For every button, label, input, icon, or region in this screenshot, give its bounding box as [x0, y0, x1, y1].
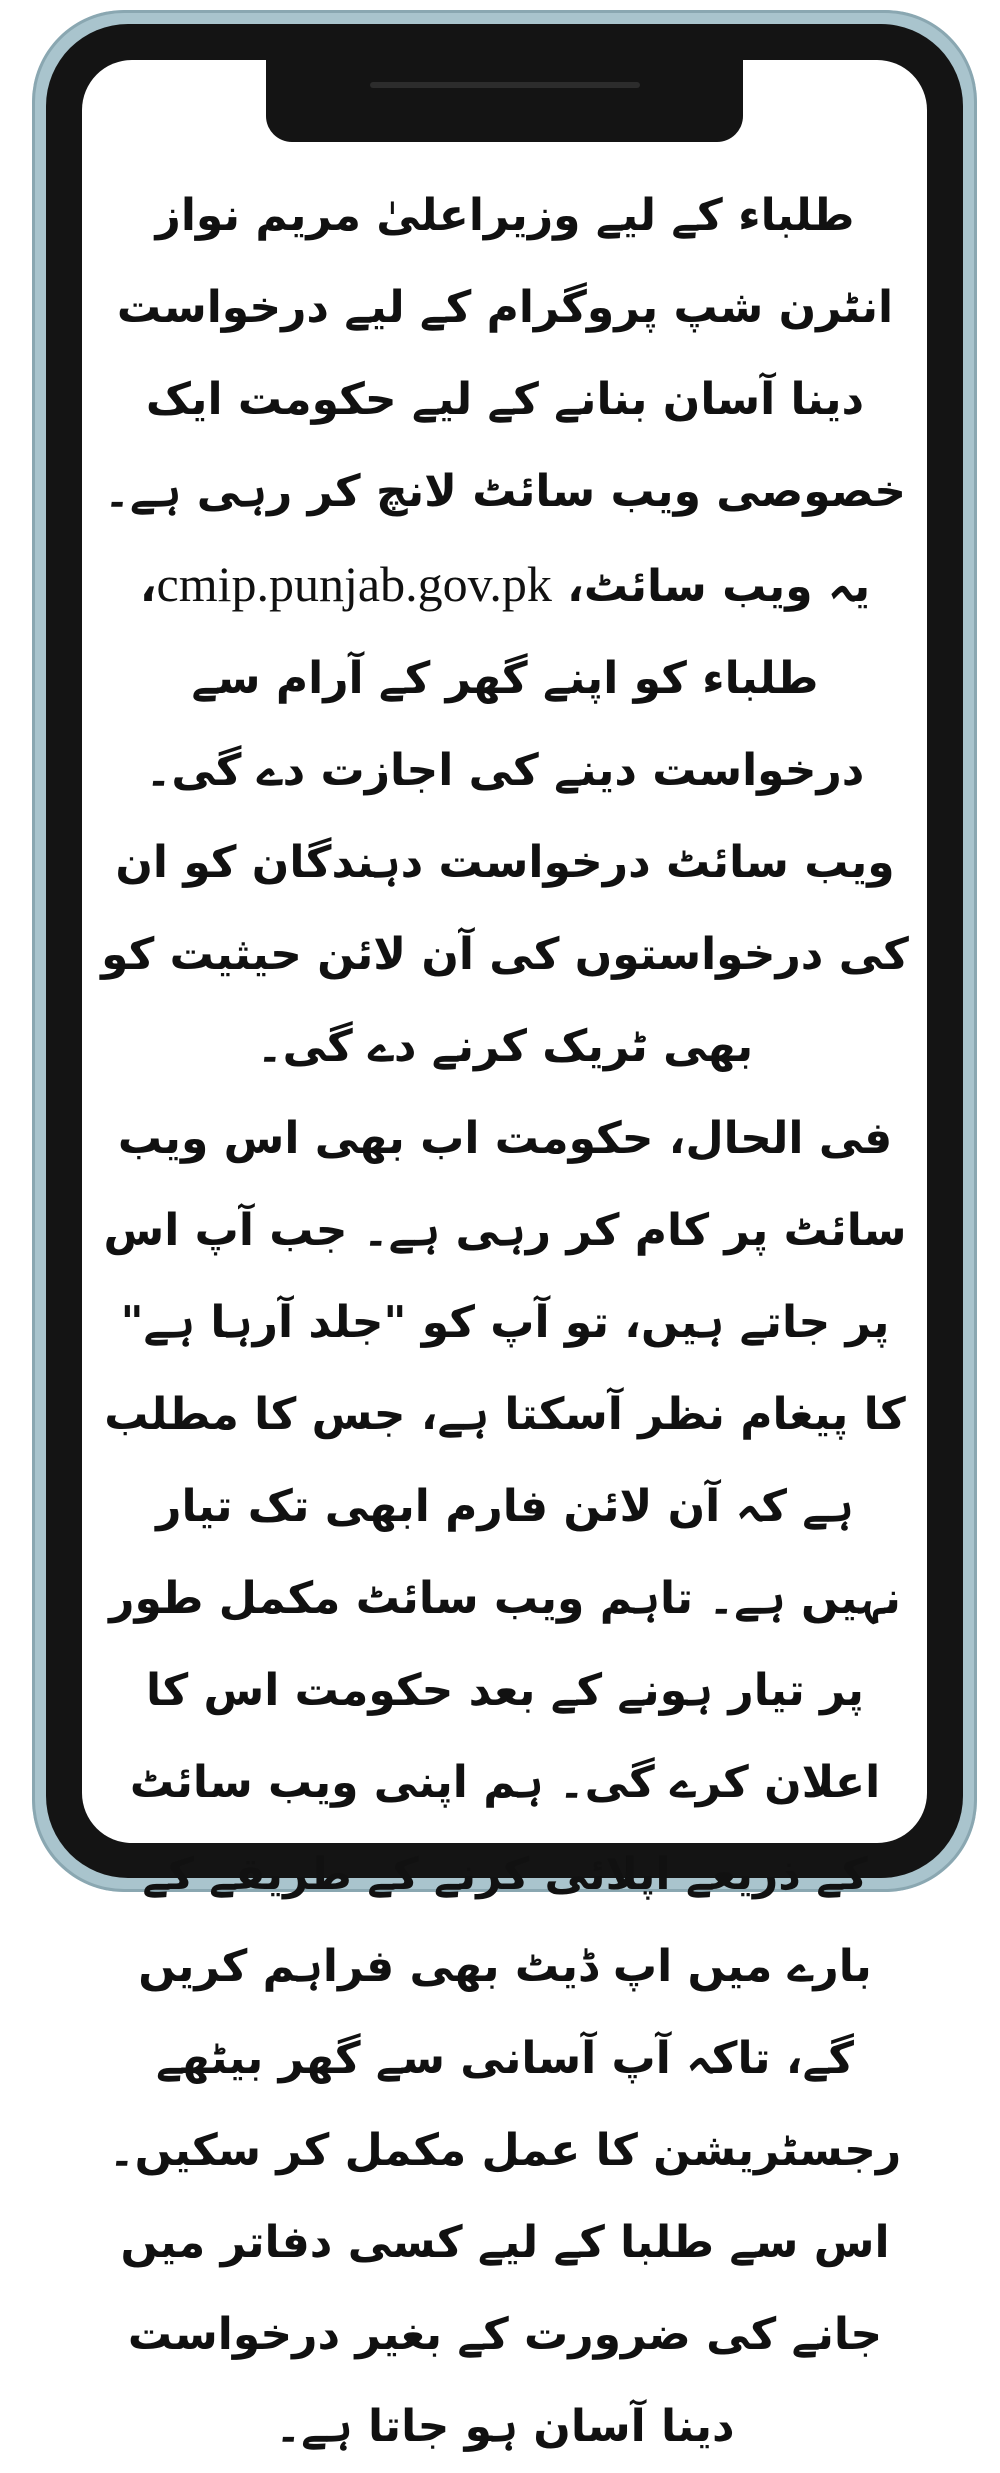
website-url: cmip.punjab.gov.pk — [156, 556, 552, 612]
paragraph-website-status: فی الحال، حکومت اب بھی اس ویب سائٹ پر کام کر رہی ہے۔ جب آپ اس پر جاتے ہیں، تو آپ کو "جلد آرہا ہے" کا پیغام نظر آسکتا ہے، جس کا مطلب ہے کہ آن لائن فارم ابھی تک تیار نہیں ہے۔ تاہم ویب سائٹ مکمل طور پر تیار ہونے کے بعد حکومت اس کا اعلان کرے گی۔ ہم اپنی ویب سائٹ کے ذریعے اپلائی کرنے کے طریقے کے بارے میں اپ ڈیٹ بھی فراہم کریں گے، تاکہ آپ آسانی سے گھر بیٹھے رجسٹریشن کا عمل مکمل کر سکیں۔ اس سے طلبا کے لیے کسی دفاتر میں جانے کی ضرورت کے بغیر درخواست دینا آسان ہو جاتا ہے۔ — [103, 1113, 907, 2452]
speaker-grille — [370, 82, 640, 88]
article-text — [100, 170, 910, 2473]
paragraph-1-part-1: طلباء کے لیے وزیراعلیٰ مریم نواز انٹرن شپ پروگرام کے لیے درخواست دینا آسان بنانے کے لیے حکومت ایک خصوصی ویب سائٹ لانچ کر رہی ہے۔ یہ ویب سائٹ، — [104, 190, 906, 612]
paragraph-website-intro — [100, 170, 910, 1093]
paragraph-1-part-2: ، طلباء کو اپنے گھر کے آرام سے درخواست دینے کی اجازت دے گی۔ ویب سائٹ درخواست دہندگان کو ان کی درخواستوں کی آن لائن حیثیت کو بھی ٹریک کرنے دے گی۔ — [101, 561, 909, 1072]
